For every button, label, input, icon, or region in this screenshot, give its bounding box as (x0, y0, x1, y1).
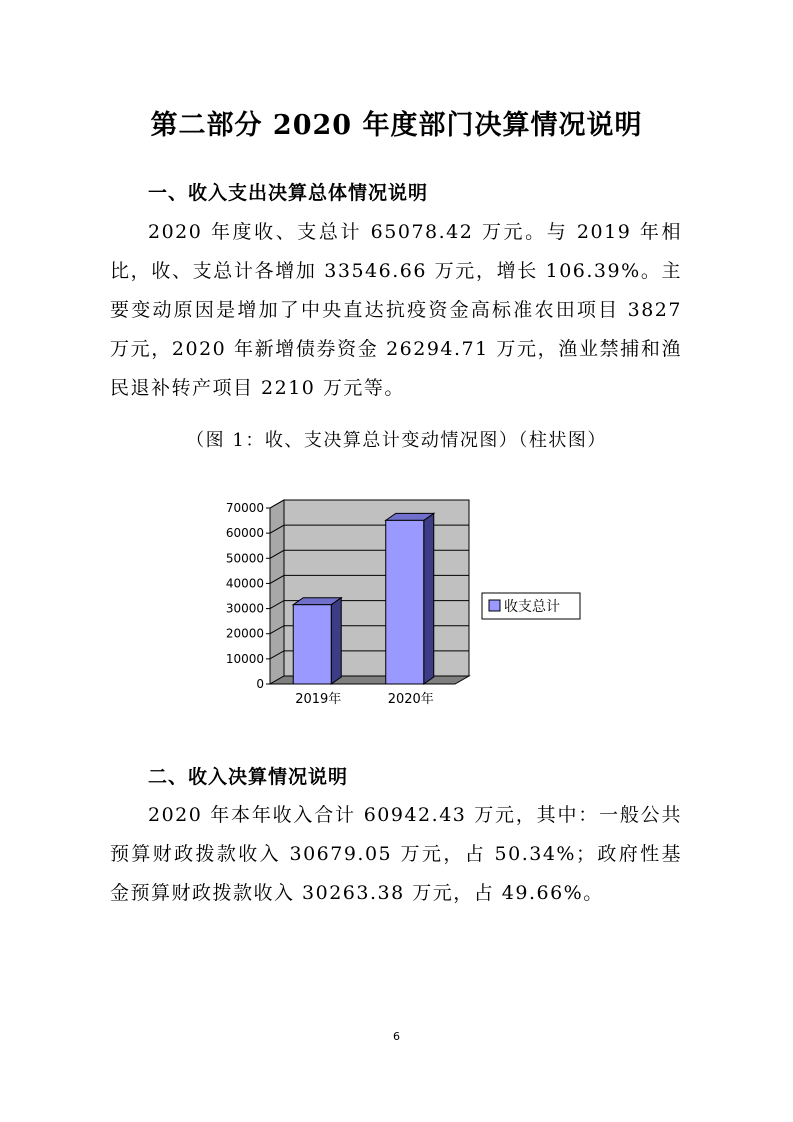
x-tick-label: 2020年 (387, 692, 434, 707)
section2-heading: 二、收入决算情况说明 (148, 766, 349, 788)
figure-caption: （图 1：收、支决算总计变动情况图）（柱状图） (186, 430, 607, 451)
bar-side (331, 598, 341, 684)
y-tick-label: 20000 (225, 626, 264, 641)
y-tick-label: 10000 (225, 651, 264, 666)
bar (293, 605, 331, 684)
legend-swatch (489, 600, 500, 611)
page-title: 第二部分 2020 年度部门决算情况说明 (150, 110, 643, 141)
bar-chart (200, 488, 600, 718)
section1-paragraph: 2020 年度收、支总计 65078.42 万元。与 2019 年相比，收、支总计各增加 33546.66 万元，增长 106.39%。主要变动原因是增加了中央直达抗疫资金高标准农田项目 3827 万元，2020 年新增债券资金 26294.71 万元，渔业禁捕和渔民退补转产项目 2210 万元等。 (110, 221, 682, 399)
y-tick-label: 0 (256, 677, 264, 691)
legend-label: 收支总计 (504, 599, 560, 615)
y-tick-label: 30000 (225, 601, 264, 616)
y-tick-label: 60000 (225, 526, 264, 541)
x-tick-label: 2019年 (295, 692, 342, 707)
y-tick-label: 50000 (225, 551, 264, 566)
bar-side (424, 513, 434, 684)
chart-side-wall (270, 500, 284, 684)
section1-heading: 一、收入支出决算总体情况说明 (148, 182, 429, 204)
y-tick-label: 40000 (225, 576, 264, 591)
y-tick-label: 70000 (225, 501, 264, 515)
bar (386, 520, 424, 684)
section2-paragraph: 2020 年本年收入合计 60942.43 万元，其中：一般公共预算财政拨款收入 30679.05 万元，占 50.34%；政府性基金预算财政拨款收入 30263.38 万元，占 49.66%。 (110, 804, 682, 904)
page-number: 6 (393, 1030, 400, 1043)
